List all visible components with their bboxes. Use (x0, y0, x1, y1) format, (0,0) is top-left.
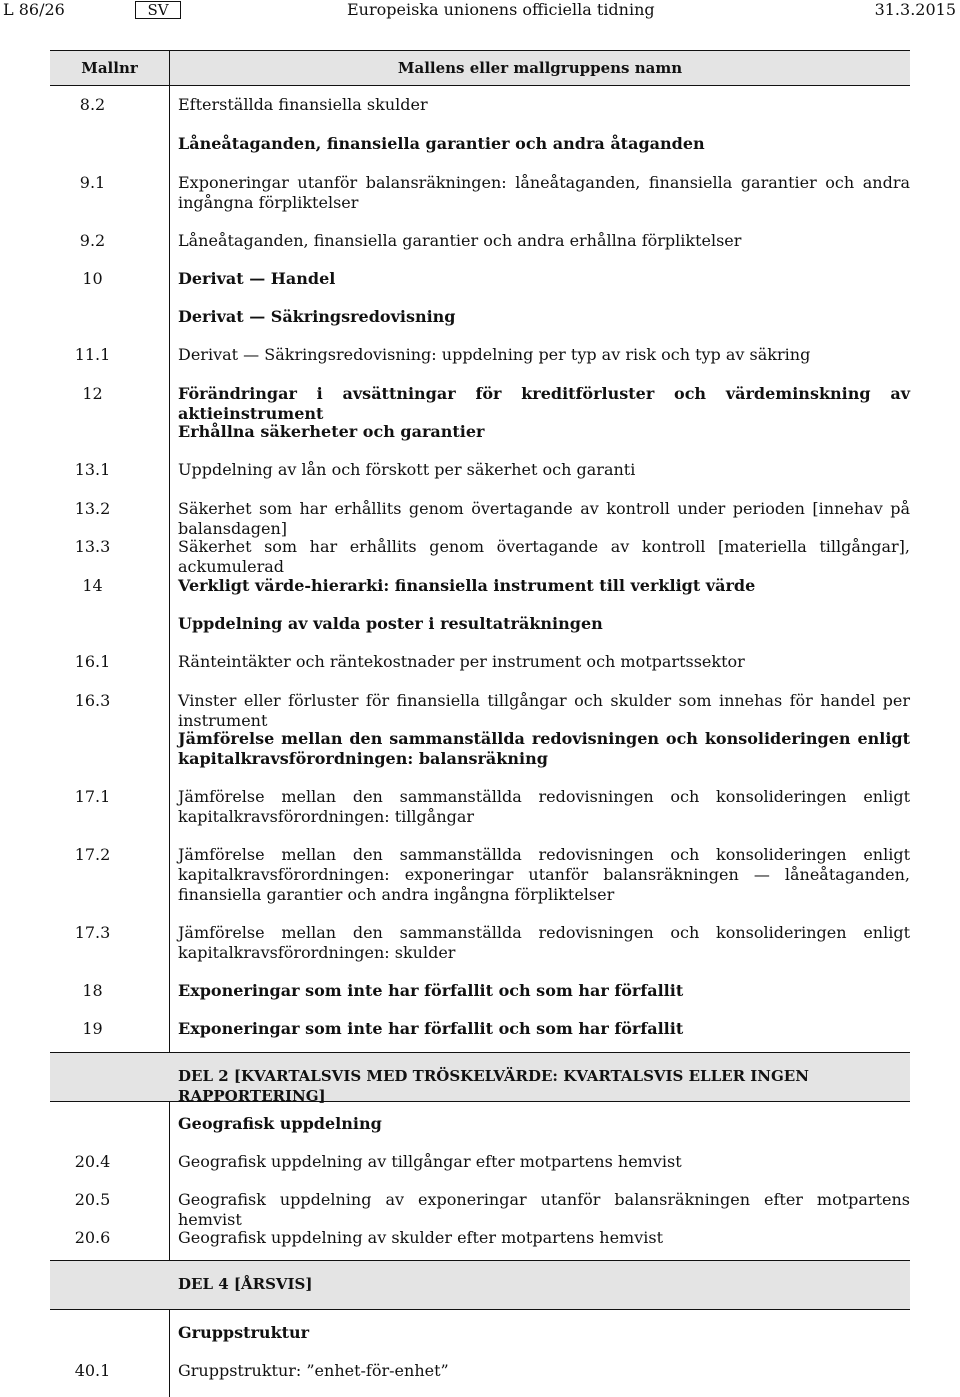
template-number: 20.5 (74, 1190, 111, 1209)
template-group-name: Uppdelning av valda poster i resultaträkningen (178, 614, 603, 633)
template-name: Uppdelning av lån och förskott per säkerhet och garanti (178, 460, 636, 479)
template-name: Ränteintäkter och räntekostnader per instrument och motpartssektor (178, 652, 745, 671)
template-name: Exponeringar som inte har förfallit och som har förfallit (178, 1019, 684, 1038)
template-number: 13.3 (74, 537, 111, 556)
template-name: Vinster eller förluster för finansiella tillgångar och skulder som innehas för handel per instrument (178, 691, 910, 730)
section-header-del-4 (50, 1260, 910, 1310)
template-number: 16.3 (74, 691, 111, 710)
template-name: Efterställda finansiella skulder (178, 95, 428, 114)
template-number: 9.1 (79, 173, 106, 192)
page-header (0, 0, 960, 20)
template-group-name: Erhållna säkerheter och garantier (178, 422, 485, 441)
template-number: 16.1 (74, 652, 111, 671)
template-number: 8.2 (79, 95, 106, 114)
template-number: 17.2 (74, 845, 111, 864)
template-name: Säkerhet som har erhållits genom övertagande av kontroll under perioden [innehav på balansdagen] (178, 499, 910, 538)
template-number: 10 (82, 269, 103, 288)
template-name: Derivat — Handel (178, 269, 336, 288)
template-name: Jämförelse mellan den sammanställda redovisningen och konsolideringen enligt kapitalkravsförordningen: exponeringar utanför balansräkningen — låneåtaganden, finansiella garantier och andra ingångna förpliktelser (178, 845, 910, 904)
template-name: Säkerhet som har erhållits genom övertagande av kontroll [materiella tillgångar], ackumulerad (178, 537, 910, 576)
template-name: Låneåtaganden, finansiella garantier och andra erhållna förpliktelser (178, 231, 742, 250)
template-name: Exponeringar som inte har förfallit och som har förfallit (178, 981, 684, 1000)
column-divider (169, 50, 170, 1397)
template-name: Geografisk uppdelning av exponeringar utanför balansräkningen efter motpartens hemvist (178, 1190, 910, 1229)
template-number: 17.1 (74, 787, 111, 806)
section-title: DEL 4 [ÅRSVIS] (178, 1275, 313, 1293)
template-number: 13.1 (74, 460, 111, 479)
language-code: SV (135, 1, 181, 19)
template-name: Exponeringar utanför balansräkningen: låneåtaganden, finansiella garantier och andra ingångna förpliktelser (178, 173, 910, 212)
section-header-del-2 (50, 1052, 910, 1105)
template-group-name: Geografisk uppdelning (178, 1114, 382, 1133)
template-number: 14 (82, 576, 103, 595)
template-name: Geografisk uppdelning av skulder efter motpartens hemvist (178, 1228, 664, 1247)
template-number: 20.4 (74, 1152, 111, 1171)
column-header-number: Mallnr (81, 59, 138, 77)
table-header (50, 50, 910, 86)
template-group-name: Gruppstruktur (178, 1323, 310, 1342)
template-name: Verkligt värde-hierarki: finansiella instrument till verkligt värde (178, 576, 756, 595)
template-name: Gruppstruktur: ”enhet-för-enhet” (178, 1361, 449, 1380)
template-name: Geografisk uppdelning av tillgångar efter motpartens hemvist (178, 1152, 682, 1171)
template-group-name: Derivat — Säkringsredovisning (178, 307, 456, 326)
publication-date: 31.3.2015 (874, 0, 956, 19)
template-name: Derivat — Säkringsredovisning: uppdelning per typ av risk och typ av säkring (178, 345, 811, 364)
template-group-name: Låneåtaganden, finansiella garantier och andra åtaganden (178, 134, 705, 153)
template-number: 19 (82, 1019, 103, 1038)
page-number: L 86/26 (3, 0, 65, 19)
template-number: 12 (82, 384, 103, 403)
template-name: Jämförelse mellan den sammanställda redovisningen och konsolideringen enligt kapitalkravsförordningen: tillgångar (178, 787, 910, 826)
template-number: 20.6 (74, 1228, 111, 1247)
template-number: 13.2 (74, 499, 111, 518)
template-group-name: Jämförelse mellan den sammanställda redovisningen och konsolideringen enligt kapitalkravsförordningen: balansräkning (178, 729, 910, 768)
section-title: DEL 2 [KVARTALSVIS MED TRÖSKELVÄRDE: KVARTALSVIS ELLER INGEN RAPPORTERING] (178, 1067, 809, 1105)
template-number: 9.2 (79, 231, 106, 250)
column-header-name: Mallens eller mallgruppens namn (397, 59, 683, 77)
template-name: Förändringar i avsättningar för kreditförluster och värdeminskning av aktieinstrument (178, 384, 910, 423)
template-number: 40.1 (74, 1361, 111, 1380)
template-number: 17.3 (74, 923, 111, 942)
template-number: 18 (82, 981, 103, 1000)
template-name: Jämförelse mellan den sammanställda redovisningen och konsolideringen enligt kapitalkravsförordningen: skulder (178, 923, 910, 962)
template-number: 11.1 (74, 345, 111, 364)
journal-title: Europeiska unionens officiella tidning (347, 0, 655, 19)
